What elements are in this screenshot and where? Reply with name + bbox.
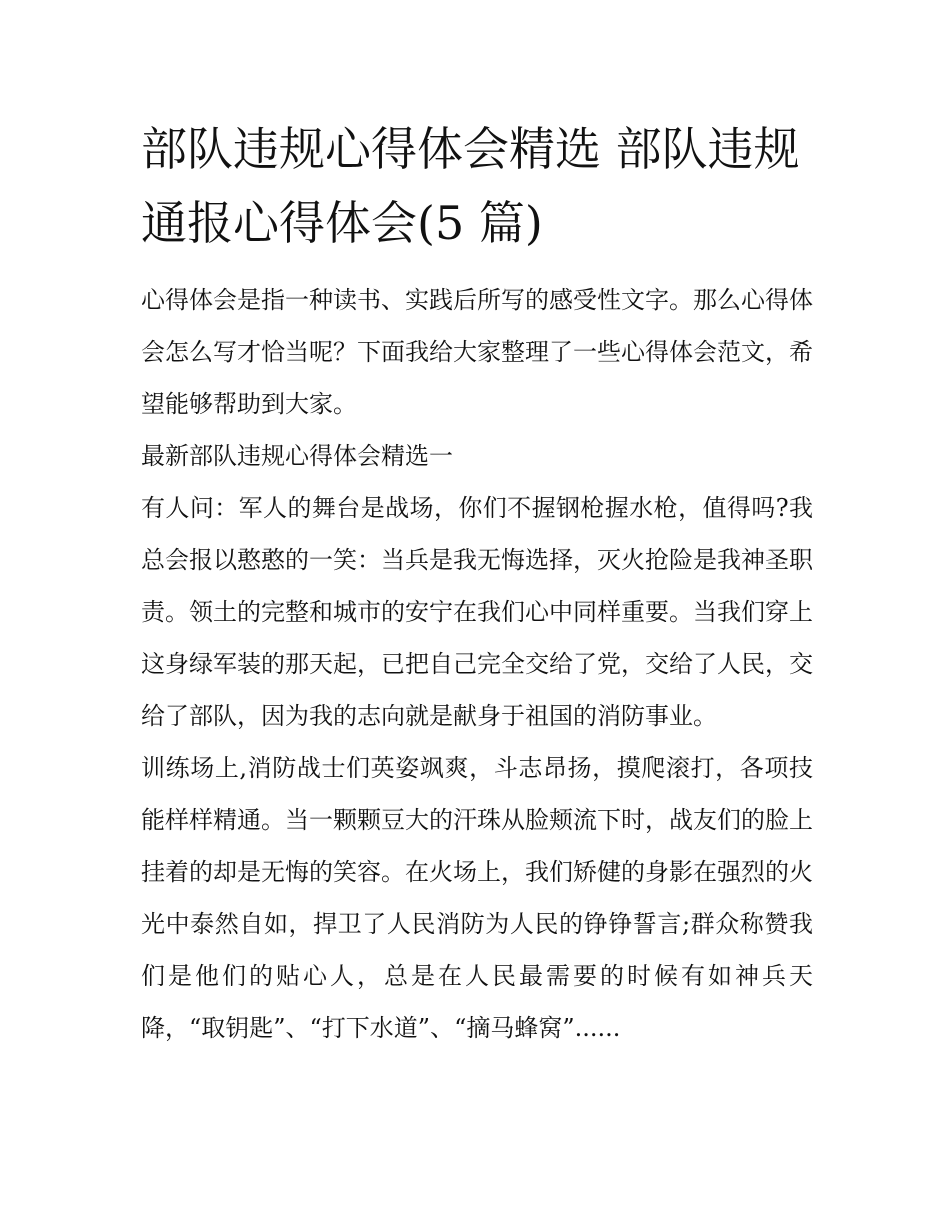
body-paragraph-2: 训练场上,消防战士们英姿飒爽，斗志昂扬，摸爬滚打，各项技能样样精通。当一颗颗豆大的汗珠从脸颊流下时，战友们的脸上挂着的却是无悔的笑容。在火场上，我们矫健的身影在强烈的火光中泰然自如，捍卫了人民消防为人民的铮铮誓言;群众称赞我们是他们的贴心人，总是在人民最需要的时候有如神兵天降，“取钥匙”、“打下水道”、“摘马蜂窝”......	[141, 754, 813, 1042]
intro-paragraph: 心得体会是指一种读书、实践后所写的感受性文字。那么心得体会怎么写才恰当呢？下面我给大家整理了一些心得体会范文，希望能够帮助到大家。	[141, 286, 813, 418]
section-heading: 最新部队违规心得体会精选一	[141, 442, 453, 470]
document-title: 部队违规心得体会精选 部队违规通报心得体会(5 篇)	[141, 122, 800, 250]
document-body	[141, 112, 813, 1054]
body-paragraph-1: 有人问：军人的舞台是战场，你们不握钢枪握水枪，值得吗?我总会报以憨憨的一笑：当兵是我无悔选择，灭火抢险是我神圣职责。领土的完整和城市的安宁在我们心中同样重要。当我们穿上这身绿军装的那天起，已把自己完全交给了党，交给了人民，交给了部队，因为我的志向就是献身于祖国的消防事业。	[141, 494, 813, 730]
